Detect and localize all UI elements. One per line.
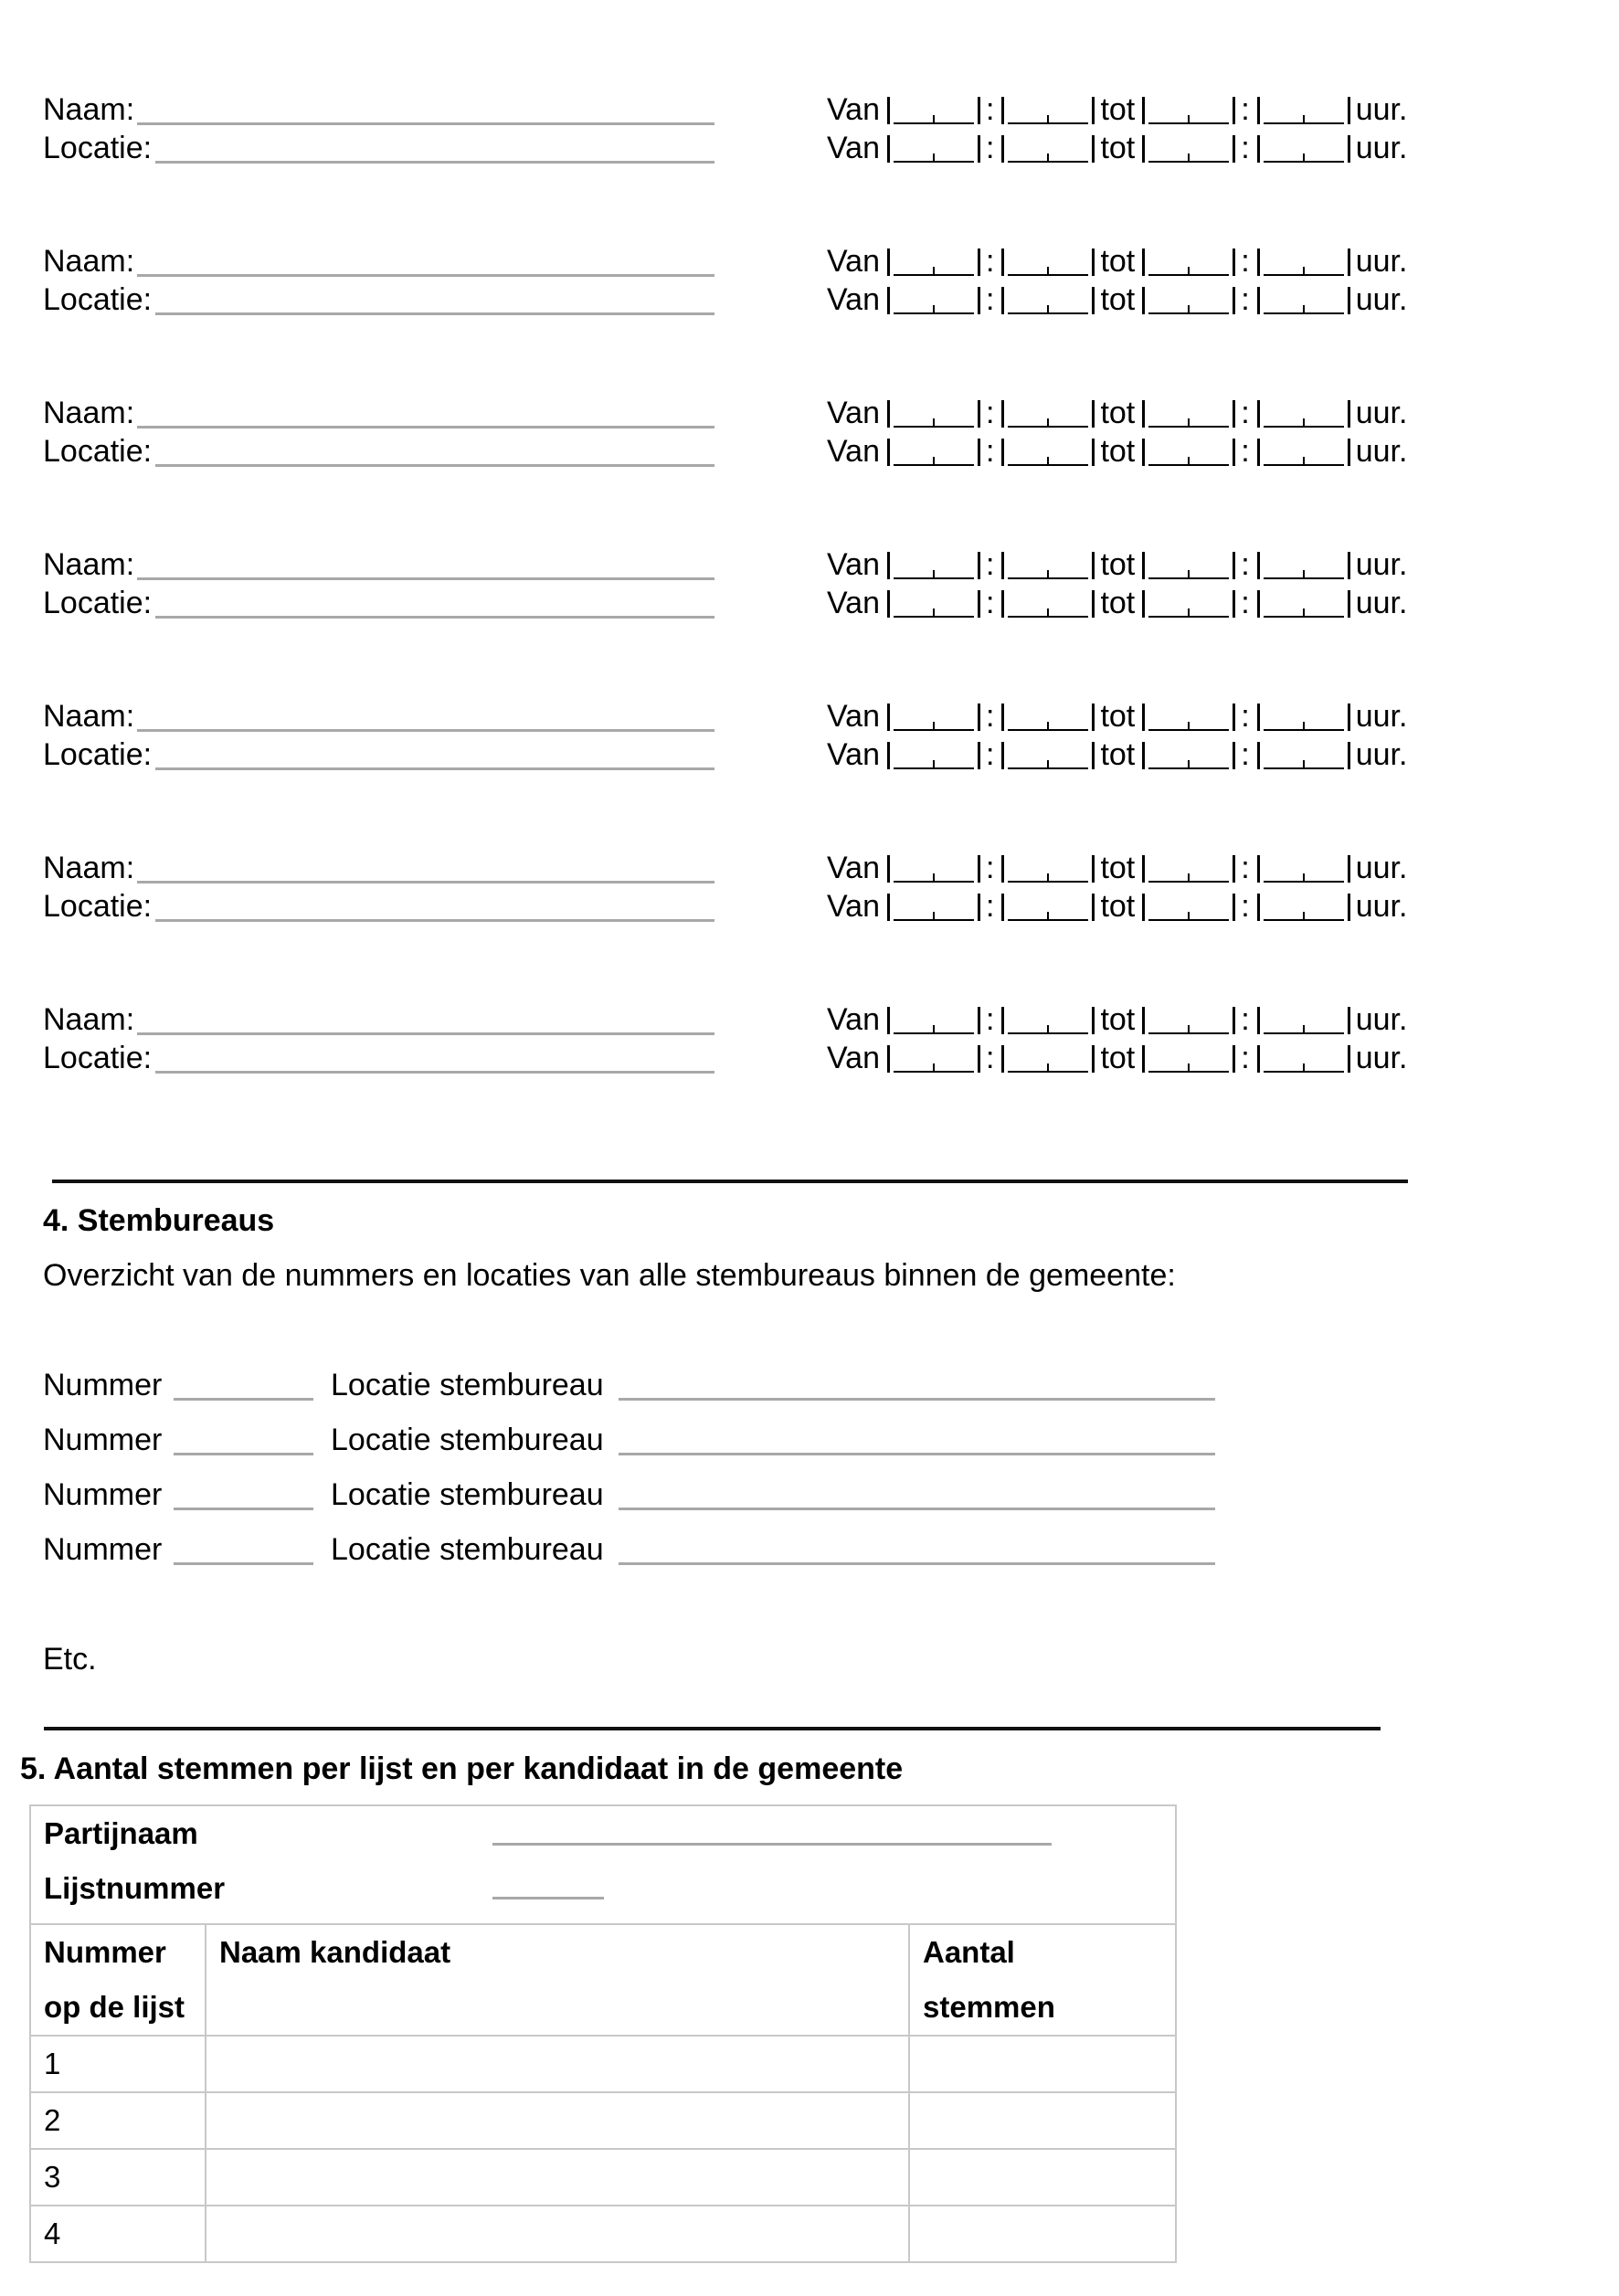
locatie-label: Locatie: [43, 1041, 153, 1075]
locatie-stembureau-label: Locatie stembureau [331, 1477, 604, 1512]
naam-input-line[interactable] [137, 729, 714, 732]
end-hour-field[interactable] [1142, 855, 1235, 883]
time-colon: : [985, 889, 995, 924]
table-row [30, 2036, 1176, 2092]
nummer-input-line[interactable] [174, 1398, 313, 1401]
person-entry [0, 1001, 1619, 1084]
digit-separator-tick [1047, 305, 1049, 314]
tot-label: tot [1100, 547, 1136, 582]
end-hour-field[interactable] [1142, 249, 1235, 276]
time-colon: : [1241, 396, 1250, 430]
digit-separator-tick [1188, 1063, 1190, 1073]
end-minute-field[interactable] [1257, 439, 1350, 466]
end-minute-field[interactable] [1257, 742, 1350, 769]
van-label: Van [827, 547, 880, 582]
start-hour-field[interactable] [887, 742, 980, 769]
end-hour-field[interactable] [1142, 439, 1235, 466]
start-minute-field[interactable] [1001, 704, 1095, 731]
locatie-input-line[interactable] [155, 464, 714, 467]
section-4-intro: Overzicht van de nummers en locaties van alle stembureaus binnen de gemeente: [43, 1258, 1176, 1293]
locatie-label: Locatie: [43, 282, 153, 317]
start-hour-field[interactable] [887, 1007, 980, 1034]
column-header-aantal-stemmen [909, 1924, 1176, 2036]
end-minute-field[interactable] [1257, 97, 1350, 124]
cell-nummer: 4 [30, 2206, 206, 2262]
table-header-row [30, 1924, 1176, 2036]
digit-separator-tick [1303, 608, 1305, 618]
time-colon: : [985, 547, 995, 582]
locatie-label: Locatie: [43, 737, 153, 772]
van-label: Van [827, 92, 880, 127]
end-minute-field[interactable] [1257, 287, 1350, 314]
digit-separator-tick [933, 722, 935, 731]
end-hour-field[interactable] [1142, 1045, 1235, 1073]
time-range-row [827, 281, 1414, 318]
nummer-input-line[interactable] [174, 1508, 313, 1510]
nummer-input-line[interactable] [174, 1562, 313, 1565]
digit-separator-tick [1303, 418, 1305, 428]
cell-nummer: 3 [30, 2149, 206, 2206]
tot-label: tot [1100, 1002, 1136, 1037]
start-hour-field[interactable] [887, 97, 980, 124]
end-minute-field[interactable] [1257, 590, 1350, 618]
start-hour-field[interactable] [887, 855, 980, 883]
end-hour-field[interactable] [1142, 400, 1235, 428]
end-minute-field[interactable] [1257, 552, 1350, 579]
start-hour-field[interactable] [887, 439, 980, 466]
time-range-row [827, 850, 1414, 886]
lijstnummer-label: Lijstnummer [44, 1871, 226, 1905]
person-entry [0, 395, 1619, 477]
column-header-naam-kandidaat [206, 1924, 909, 2036]
time-range-row [827, 395, 1414, 431]
cell-naam-kandidaat[interactable] [206, 2092, 909, 2149]
partijnaam-input-line[interactable] [492, 1843, 1052, 1846]
van-label: Van [827, 1002, 880, 1037]
digit-separator-tick [1047, 722, 1049, 731]
van-label: Van [827, 396, 880, 430]
digit-separator-tick [1303, 457, 1305, 466]
time-colon: : [985, 699, 995, 734]
uur-label: uur. [1355, 396, 1408, 430]
partijnaam-label: Partijnaam [44, 1816, 198, 1850]
end-minute-field[interactable] [1257, 704, 1350, 731]
time-colon: : [985, 586, 995, 620]
time-range-row [827, 585, 1414, 621]
uur-label: uur. [1355, 547, 1408, 582]
digit-separator-tick [1188, 153, 1190, 163]
van-label: Van [827, 434, 880, 469]
time-colon: : [985, 396, 995, 430]
digit-separator-tick [933, 608, 935, 618]
time-colon: : [1241, 1002, 1250, 1037]
van-label: Van [827, 131, 880, 165]
naam-label: Naam: [43, 1002, 135, 1037]
end-minute-field[interactable] [1257, 249, 1350, 276]
person-entry [0, 698, 1619, 780]
digit-separator-tick [933, 1025, 935, 1034]
digit-separator-tick [1188, 912, 1190, 921]
digit-separator-tick [1047, 570, 1049, 579]
locatie-label: Locatie: [43, 434, 153, 469]
tot-label: tot [1100, 851, 1136, 885]
naam-input-line[interactable] [137, 274, 714, 277]
start-hour-field[interactable] [887, 894, 980, 921]
naam-label: Naam: [43, 547, 135, 582]
tot-label: tot [1100, 586, 1136, 620]
cell-nummer: 2 [30, 2092, 206, 2149]
digit-separator-tick [1303, 267, 1305, 276]
locatie-input-line[interactable] [155, 312, 714, 315]
digit-separator-tick [933, 760, 935, 769]
nummer-input-line[interactable] [174, 1453, 313, 1455]
start-minute-field[interactable] [1001, 249, 1095, 276]
etc-text: Etc. [43, 1642, 97, 1677]
end-hour-field[interactable] [1142, 135, 1235, 163]
digit-separator-tick [1188, 1025, 1190, 1034]
digit-separator-tick [933, 457, 935, 466]
digit-separator-tick [933, 305, 935, 314]
nummer-label: Nummer [43, 1423, 163, 1457]
digit-separator-tick [1188, 305, 1190, 314]
van-label: Van [827, 244, 880, 279]
start-minute-field[interactable] [1001, 742, 1095, 769]
end-hour-field[interactable] [1142, 742, 1235, 769]
uur-label: uur. [1355, 1041, 1408, 1075]
digit-separator-tick [1047, 912, 1049, 921]
start-hour-field[interactable] [887, 1045, 980, 1073]
time-colon: : [1241, 699, 1250, 734]
start-minute-field[interactable] [1001, 1045, 1095, 1073]
time-colon: : [985, 92, 995, 127]
candidate-votes-table [29, 1804, 1177, 2263]
digit-separator-tick [1188, 722, 1190, 731]
digit-separator-tick [1047, 1063, 1049, 1073]
locatie-stembureau-label: Locatie stembureau [331, 1423, 604, 1457]
uur-label: uur. [1355, 92, 1408, 127]
stembureau-row [43, 1367, 1231, 1403]
party-info-cell [30, 1805, 1176, 1924]
tot-label: tot [1100, 244, 1136, 279]
time-colon: : [1241, 737, 1250, 772]
cell-aantal-stemmen[interactable] [909, 2036, 1176, 2092]
tot-label: tot [1100, 699, 1136, 734]
lijstnummer-input-line[interactable] [492, 1897, 604, 1899]
person-entry [0, 91, 1619, 174]
digit-separator-tick [1188, 873, 1190, 883]
section-5-heading: 5. Aantal stemmen per lijst en per kandidaat in de gemeente [20, 1751, 904, 1786]
uur-label: uur. [1355, 131, 1408, 165]
naam-label: Naam: [43, 851, 135, 885]
start-minute-field[interactable] [1001, 287, 1095, 314]
end-hour-field[interactable] [1142, 590, 1235, 618]
header-text: stemmen [923, 1990, 1055, 2024]
tot-label: tot [1100, 1041, 1136, 1075]
locatie-label: Locatie: [43, 586, 153, 620]
naam-input-line[interactable] [137, 1032, 714, 1035]
digit-separator-tick [1188, 418, 1190, 428]
section-4-heading: 4. Stembureaus [43, 1203, 275, 1238]
uur-label: uur. [1355, 889, 1408, 924]
digit-separator-tick [1303, 153, 1305, 163]
cell-aantal-stemmen[interactable] [909, 2206, 1176, 2262]
cell-aantal-stemmen[interactable] [909, 2092, 1176, 2149]
time-range-row [827, 433, 1414, 470]
stembureau-row [43, 1422, 1231, 1458]
start-minute-field[interactable] [1001, 400, 1095, 428]
header-text: op de lijst [44, 1990, 185, 2024]
time-range-row [827, 888, 1414, 925]
end-minute-field[interactable] [1257, 894, 1350, 921]
digit-separator-tick [1047, 418, 1049, 428]
start-minute-field[interactable] [1001, 552, 1095, 579]
start-hour-field[interactable] [887, 552, 980, 579]
stembureau-row [43, 1531, 1231, 1568]
tot-label: tot [1100, 737, 1136, 772]
time-colon: : [1241, 547, 1250, 582]
van-label: Van [827, 737, 880, 772]
locatie-label: Locatie: [43, 889, 153, 924]
uur-label: uur. [1355, 282, 1408, 317]
digit-separator-tick [1188, 115, 1190, 124]
start-minute-field[interactable] [1001, 97, 1095, 124]
cell-naam-kandidaat[interactable] [206, 2036, 909, 2092]
cell-naam-kandidaat[interactable] [206, 2149, 909, 2206]
end-hour-field[interactable] [1142, 894, 1235, 921]
van-label: Van [827, 889, 880, 924]
time-colon: : [1241, 244, 1250, 279]
van-label: Van [827, 851, 880, 885]
end-hour-field[interactable] [1142, 287, 1235, 314]
uur-label: uur. [1355, 737, 1408, 772]
time-range-row [827, 546, 1414, 583]
digit-separator-tick [1047, 267, 1049, 276]
naam-input-line[interactable] [137, 577, 714, 580]
uur-label: uur. [1355, 586, 1408, 620]
locatie-input-line[interactable] [155, 616, 714, 619]
start-minute-field[interactable] [1001, 590, 1095, 618]
start-minute-field[interactable] [1001, 439, 1095, 466]
end-hour-field[interactable] [1142, 1007, 1235, 1034]
digit-separator-tick [1303, 115, 1305, 124]
end-hour-field[interactable] [1142, 704, 1235, 731]
digit-separator-tick [1047, 153, 1049, 163]
time-range-row [827, 1001, 1414, 1038]
van-label: Van [827, 282, 880, 317]
time-colon: : [985, 1041, 995, 1075]
locatie-stembureau-input-line[interactable] [619, 1562, 1215, 1565]
end-minute-field[interactable] [1257, 1045, 1350, 1073]
digit-separator-tick [933, 873, 935, 883]
locatie-input-line[interactable] [155, 919, 714, 922]
digit-separator-tick [1303, 760, 1305, 769]
time-colon: : [1241, 92, 1250, 127]
person-entry [0, 850, 1619, 932]
start-hour-field[interactable] [887, 249, 980, 276]
uur-label: uur. [1355, 699, 1408, 734]
start-hour-field[interactable] [887, 135, 980, 163]
digit-separator-tick [1303, 1063, 1305, 1073]
naam-label: Naam: [43, 699, 135, 734]
time-colon: : [985, 1002, 995, 1037]
time-range-row [827, 91, 1414, 128]
uur-label: uur. [1355, 434, 1408, 469]
table-row [30, 2149, 1176, 2206]
section-divider [44, 1727, 1381, 1730]
end-minute-field[interactable] [1257, 1007, 1350, 1034]
locatie-stembureau-input-line[interactable] [619, 1398, 1215, 1401]
end-hour-field[interactable] [1142, 552, 1235, 579]
header-text: Naam kandidaat [219, 1935, 451, 1969]
time-colon: : [985, 131, 995, 165]
start-minute-field[interactable] [1001, 894, 1095, 921]
time-colon: : [985, 434, 995, 469]
locatie-stembureau-input-line[interactable] [619, 1508, 1215, 1510]
uur-label: uur. [1355, 851, 1408, 885]
digit-separator-tick [933, 418, 935, 428]
start-hour-field[interactable] [887, 400, 980, 428]
locatie-stembureau-label: Locatie stembureau [331, 1368, 604, 1402]
stembureau-row [43, 1476, 1231, 1513]
time-colon: : [1241, 131, 1250, 165]
digit-separator-tick [933, 1063, 935, 1073]
digit-separator-tick [1047, 115, 1049, 124]
cell-aantal-stemmen[interactable] [909, 2149, 1176, 2206]
van-label: Van [827, 699, 880, 734]
time-colon: : [985, 282, 995, 317]
time-colon: : [1241, 889, 1250, 924]
locatie-input-line[interactable] [155, 767, 714, 770]
digit-separator-tick [933, 115, 935, 124]
digit-separator-tick [1188, 760, 1190, 769]
digit-separator-tick [1303, 1025, 1305, 1034]
start-hour-field[interactable] [887, 704, 980, 731]
end-minute-field[interactable] [1257, 400, 1350, 428]
naam-label: Naam: [43, 92, 135, 127]
digit-separator-tick [933, 912, 935, 921]
time-colon: : [985, 737, 995, 772]
naam-label: Naam: [43, 396, 135, 430]
uur-label: uur. [1355, 1002, 1408, 1037]
time-colon: : [1241, 434, 1250, 469]
end-minute-field[interactable] [1257, 135, 1350, 163]
cell-nummer: 1 [30, 2036, 206, 2092]
naam-input-line[interactable] [137, 881, 714, 883]
time-colon: : [985, 244, 995, 279]
time-colon: : [1241, 586, 1250, 620]
digit-separator-tick [1303, 873, 1305, 883]
table-row [30, 2206, 1176, 2262]
table-row [30, 2092, 1176, 2149]
cell-naam-kandidaat[interactable] [206, 2206, 909, 2262]
van-label: Van [827, 586, 880, 620]
locatie-stembureau-input-line[interactable] [619, 1453, 1215, 1455]
digit-separator-tick [933, 570, 935, 579]
digit-separator-tick [1047, 608, 1049, 618]
tot-label: tot [1100, 282, 1136, 317]
time-range-row [827, 736, 1414, 773]
end-minute-field[interactable] [1257, 855, 1350, 883]
header-text: Aantal [923, 1935, 1015, 1969]
digit-separator-tick [933, 267, 935, 276]
time-colon: : [1241, 1041, 1250, 1075]
locatie-input-line[interactable] [155, 161, 714, 164]
uur-label: uur. [1355, 244, 1408, 279]
person-entry [0, 243, 1619, 325]
digit-separator-tick [1188, 608, 1190, 618]
locatie-stembureau-label: Locatie stembureau [331, 1532, 604, 1567]
digit-separator-tick [1047, 1025, 1049, 1034]
start-minute-field[interactable] [1001, 135, 1095, 163]
start-minute-field[interactable] [1001, 1007, 1095, 1034]
start-hour-field[interactable] [887, 590, 980, 618]
time-colon: : [985, 851, 995, 885]
time-range-row [827, 1040, 1414, 1076]
digit-separator-tick [1303, 305, 1305, 314]
end-hour-field[interactable] [1142, 97, 1235, 124]
digit-separator-tick [1188, 267, 1190, 276]
tot-label: tot [1100, 131, 1136, 165]
van-label: Van [827, 1041, 880, 1075]
time-range-row [827, 698, 1414, 735]
header-text: Nummer [44, 1935, 166, 1969]
time-range-row [827, 130, 1414, 166]
digit-separator-tick [1303, 912, 1305, 921]
locatie-input-line[interactable] [155, 1071, 714, 1074]
nummer-label: Nummer [43, 1532, 163, 1567]
digit-separator-tick [1303, 722, 1305, 731]
digit-separator-tick [1303, 570, 1305, 579]
time-colon: : [1241, 282, 1250, 317]
nummer-label: Nummer [43, 1368, 163, 1402]
tot-label: tot [1100, 889, 1136, 924]
digit-separator-tick [1047, 873, 1049, 883]
time-colon: : [1241, 851, 1250, 885]
naam-input-line[interactable] [137, 122, 714, 125]
digit-separator-tick [1188, 570, 1190, 579]
digit-separator-tick [933, 153, 935, 163]
digit-separator-tick [1047, 457, 1049, 466]
naam-input-line[interactable] [137, 426, 714, 429]
digit-separator-tick [1188, 457, 1190, 466]
start-minute-field[interactable] [1001, 855, 1095, 883]
digit-separator-tick [1047, 760, 1049, 769]
column-header-nummer [30, 1924, 206, 2036]
nummer-label: Nummer [43, 1477, 163, 1512]
naam-label: Naam: [43, 244, 135, 279]
tot-label: tot [1100, 396, 1136, 430]
person-entry [0, 546, 1619, 629]
locatie-label: Locatie: [43, 131, 153, 165]
tot-label: tot [1100, 92, 1136, 127]
tot-label: tot [1100, 434, 1136, 469]
section-divider [52, 1180, 1408, 1183]
start-hour-field[interactable] [887, 287, 980, 314]
time-range-row [827, 243, 1414, 280]
